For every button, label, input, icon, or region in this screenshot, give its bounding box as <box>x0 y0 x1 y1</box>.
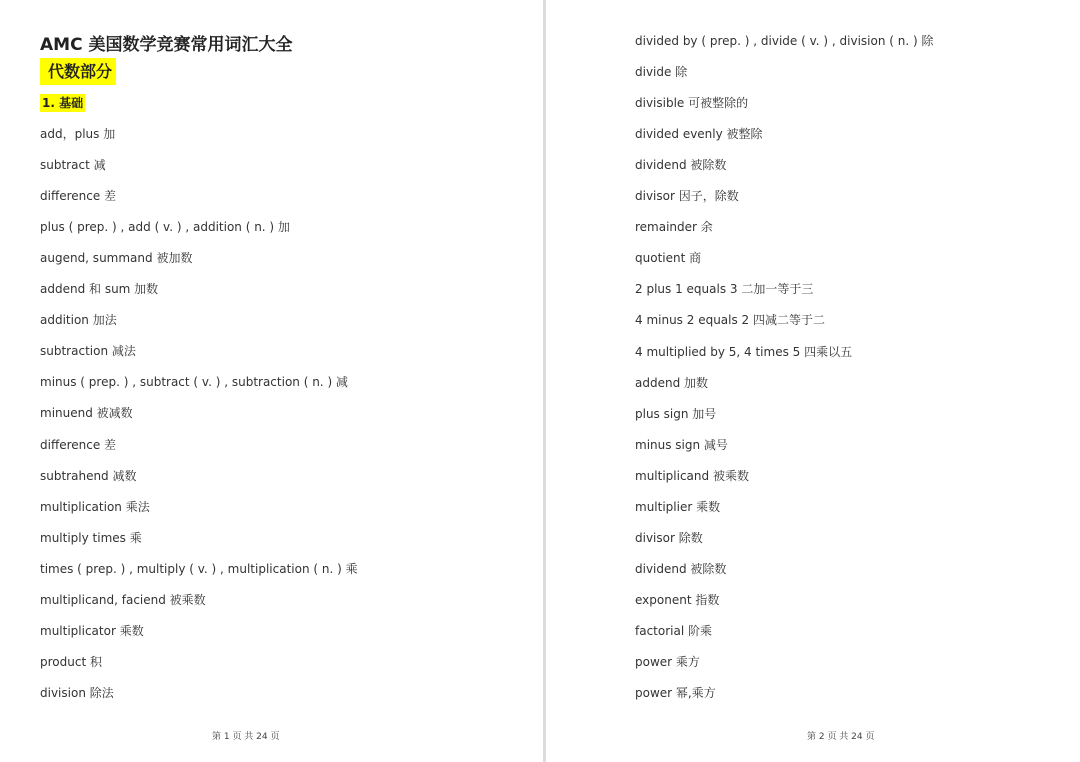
vocabulary-entry: minus ( prep. ) , subtract ( v. ) , subtraction ( n. ) 减 <box>40 375 348 390</box>
page-footer-1: 第 1 页 共 24 页 <box>212 732 280 742</box>
vocabulary-entry: subtract 减 <box>40 158 106 173</box>
vocabulary-entry: minus sign 减号 <box>635 437 728 452</box>
vocabulary-entry: addend 和 sum 加数 <box>40 282 159 297</box>
vocabulary-entry: multiplication 乘法 <box>40 499 150 514</box>
vocabulary-entry: dividend 被除数 <box>635 158 727 173</box>
vocabulary-entry: 4 minus 2 equals 2 四减二等于二 <box>635 313 826 328</box>
vocabulary-entry: augend, summand 被加数 <box>40 251 193 266</box>
vocabulary-entry: 2 plus 1 equals 3 二加一等于三 <box>635 282 814 297</box>
vocabulary-entry: multiplicand, faciend 被乘数 <box>40 592 206 607</box>
vocabulary-entry: subtraction 减法 <box>40 344 136 359</box>
vocabulary-entry: addend 加数 <box>635 375 709 390</box>
vocabulary-entry: divided by ( prep. ) , divide ( v. ) , division ( n. ) 除 <box>635 34 934 48</box>
vocabulary-entry: power 幂,乘方 <box>635 686 716 701</box>
vocabulary-entry: multiplicand 被乘数 <box>635 468 749 483</box>
page-footer-2: 第 2 页 共 24 页 <box>807 732 875 742</box>
subsection-heading-highlighted: 1. 基础 <box>42 96 84 110</box>
vocabulary-entry: divided evenly 被整除 <box>635 127 763 142</box>
vocabulary-entry: dividend 被除数 <box>635 561 727 576</box>
vocabulary-entry: division 除法 <box>40 685 114 700</box>
document-title: AMC 美国数学竞赛常用词汇大全 <box>40 35 293 55</box>
section-heading-highlighted: 代数部分 <box>40 58 116 85</box>
vocabulary-entry: power 乘方 <box>635 655 700 669</box>
vocabulary-entry: divisible 可被整除的 <box>635 96 749 111</box>
vocabulary-entry: minuend 被减数 <box>40 406 133 421</box>
vocabulary-entry: 4 multiplied by 5, 4 times 5 四乘以五 <box>635 344 853 359</box>
vocabulary-entry: plus sign 加号 <box>635 406 717 421</box>
vocabulary-entry: divisor 除数 <box>635 530 703 545</box>
document-page-2 <box>546 0 1080 762</box>
vocabulary-entry: remainder 余 <box>635 220 713 235</box>
vocabulary-entry: factorial 阶乘 <box>635 623 712 638</box>
vocabulary-entry: exponent 指数 <box>635 592 720 607</box>
vocabulary-entry: divide 除 <box>635 65 688 80</box>
vocabulary-entry: difference 差 <box>40 437 117 452</box>
vocabulary-entry: times ( prep. ) , multiply ( v. ) , multiplication ( n. ) 乘 <box>40 561 358 576</box>
vocabulary-entry: quotient 商 <box>635 251 702 266</box>
vocabulary-entry: subtrahend 减数 <box>40 468 137 483</box>
vocabulary-entry: multiplicator 乘数 <box>40 623 144 638</box>
vocabulary-entry: difference 差 <box>40 189 117 204</box>
vocabulary-entry: multiplier 乘数 <box>635 499 721 514</box>
vocabulary-entry: addition 加法 <box>40 313 117 328</box>
vocabulary-entry: multiply times 乘 <box>40 530 142 545</box>
vocabulary-entry: divisor 因子，除数 <box>635 189 739 204</box>
vocabulary-entry: add，plus 加 <box>40 127 116 141</box>
vocabulary-entry: plus ( prep. ) , add ( v. ) , addition ( n. ) 加 <box>40 220 290 235</box>
vocabulary-entry: product 积 <box>40 654 102 669</box>
